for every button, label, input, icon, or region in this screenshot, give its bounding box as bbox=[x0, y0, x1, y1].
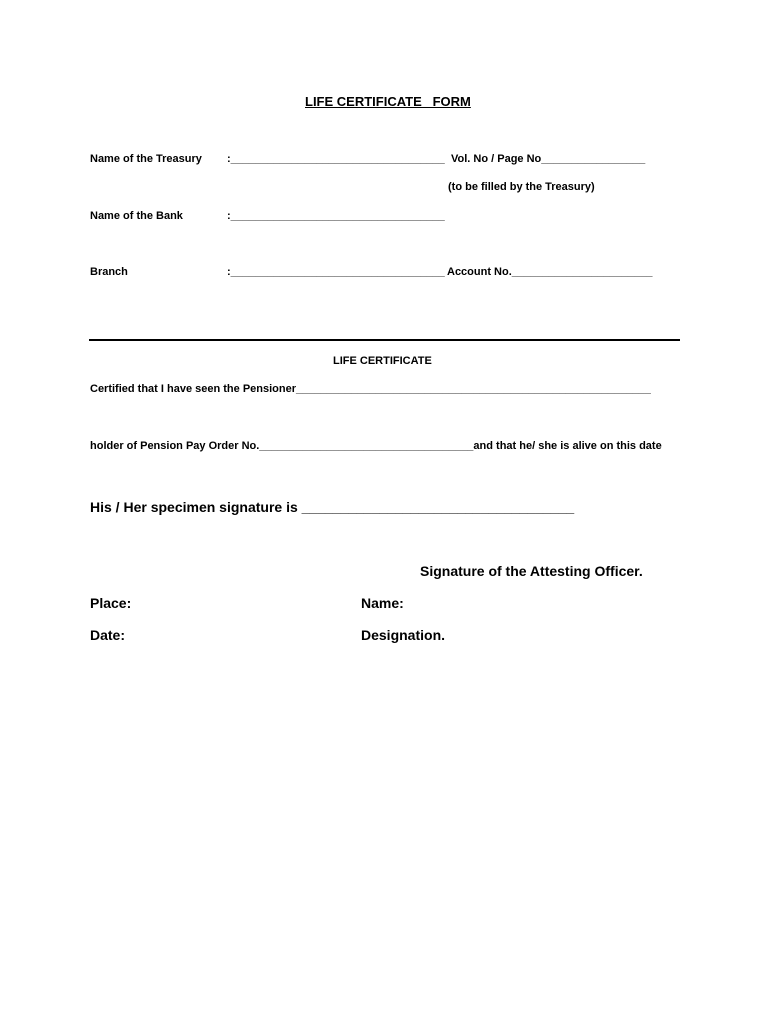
treasury-field: :___________________________________ bbox=[227, 153, 445, 165]
branch-field: :___________________________________ bbox=[227, 266, 445, 278]
bank-field: :___________________________________ bbox=[227, 210, 445, 222]
treasury-note: (to be filled by the Treasury) bbox=[448, 181, 595, 193]
certificate-heading: LIFE CERTIFICATE bbox=[333, 355, 432, 367]
bank-label: Name of the Bank bbox=[90, 210, 183, 222]
account-field: Account No._______________________ bbox=[447, 266, 653, 278]
page-title: LIFE CERTIFICATE FORM bbox=[305, 94, 471, 109]
section-divider bbox=[89, 339, 680, 341]
officer-signature-label: Signature of the Attesting Officer. bbox=[420, 563, 643, 579]
pensioner-line: Certified that I have seen the Pensioner__________________________________________________________ bbox=[90, 383, 651, 395]
ppo-line: holder of Pension Pay Order No.___________________________________and that he/ she is alive on this date bbox=[90, 440, 662, 452]
place-label: Place: bbox=[90, 595, 132, 611]
name-label: Name: bbox=[361, 595, 404, 611]
date-label: Date: bbox=[90, 627, 126, 643]
designation-label: Designation. bbox=[361, 627, 446, 643]
vol-page-field: Vol. No / Page No_________________ bbox=[451, 153, 646, 165]
branch-label: Branch bbox=[90, 266, 128, 278]
specimen-signature-line: His / Her specimen signature is ___________________________________ bbox=[90, 499, 575, 515]
treasury-label: Name of the Treasury bbox=[90, 153, 202, 165]
